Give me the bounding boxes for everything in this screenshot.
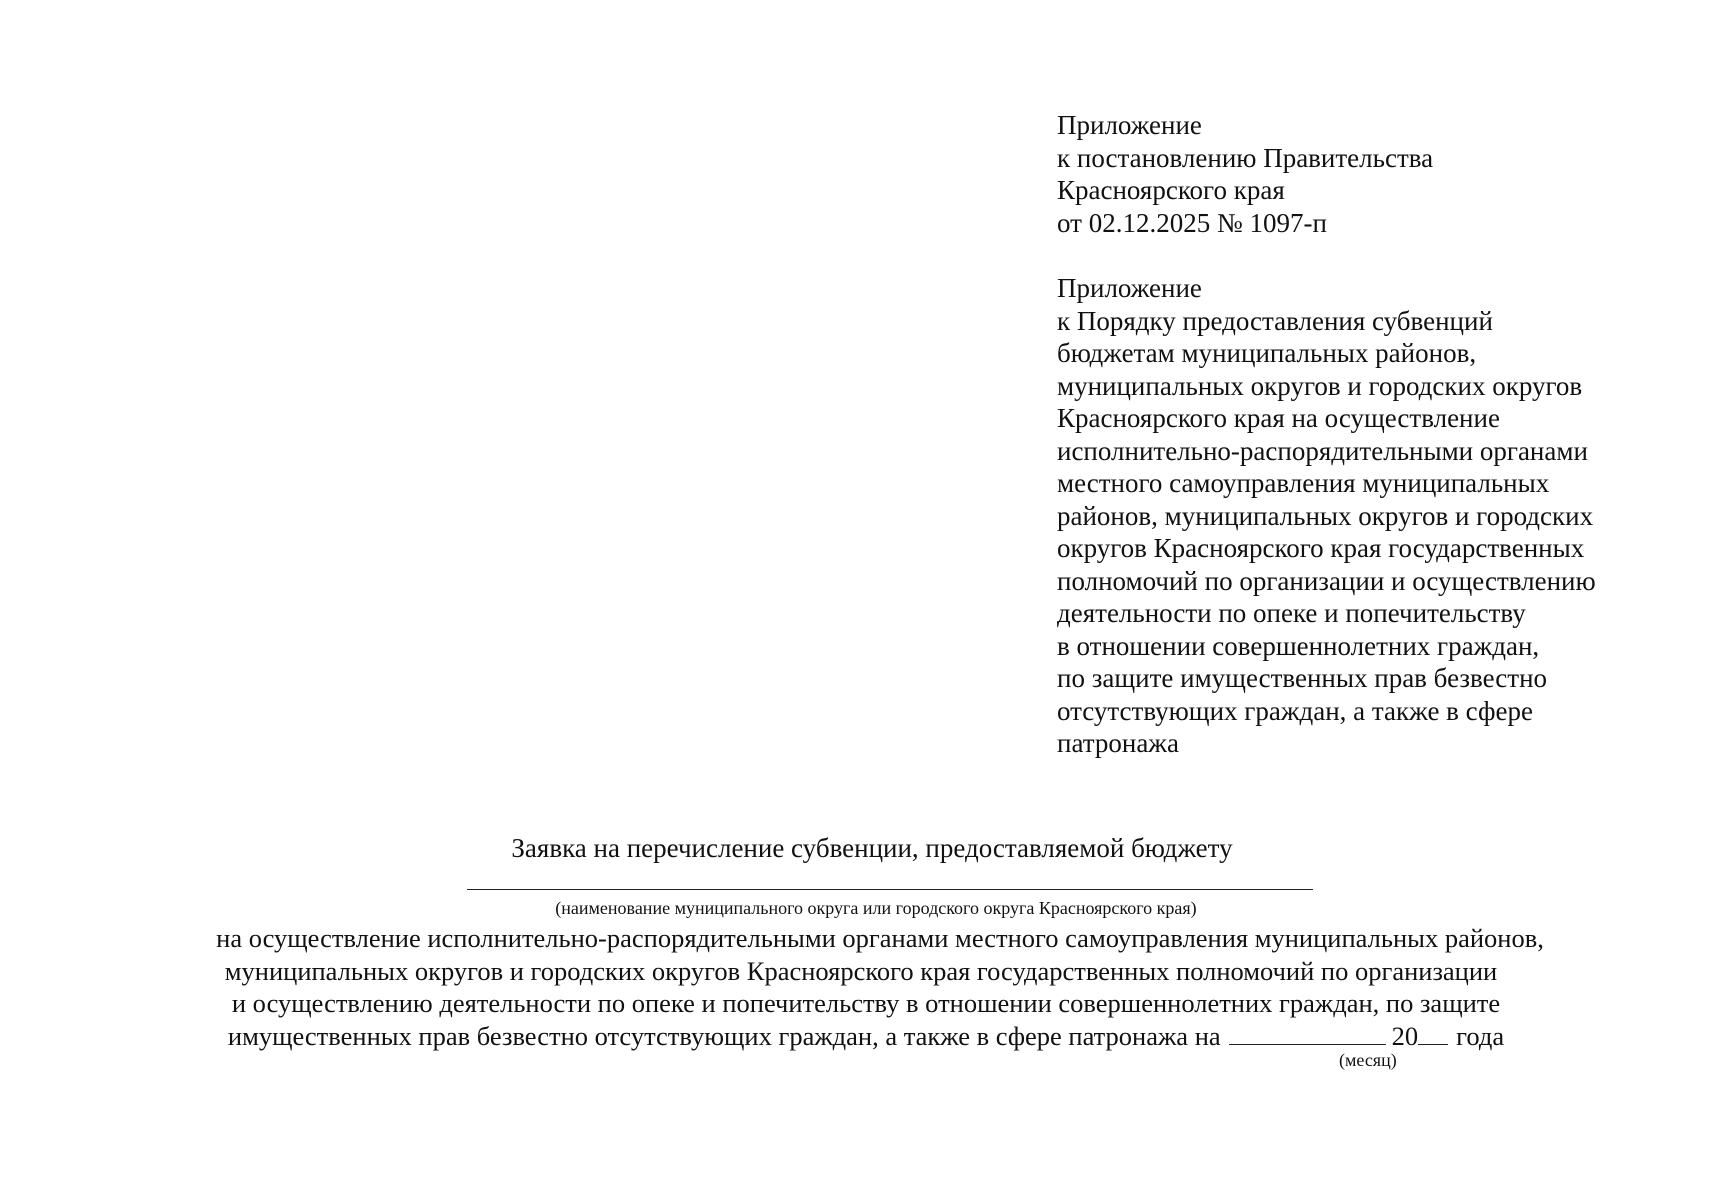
annex-order-line: районов, муниципальных округов и городских (1057, 500, 1594, 531)
annex-order-line: патронажа (1057, 728, 1179, 758)
request-body-line: на осуществление исполнительно-распорядительными органами местного самоуправления муниципальных районов, (216, 923, 1544, 953)
annex-order-line: в отношении совершеннолетних граждан, (1057, 630, 1540, 661)
year-suffix: года (1456, 1020, 1505, 1051)
annex-order-line: исполнительно-распорядительными органами (1057, 435, 1588, 466)
municipality-name-field[interactable] (467, 889, 1313, 890)
annex-resolution-header (1057, 109, 1697, 239)
request-body-line-last (0, 1020, 1714, 1053)
annex-order-line: полномочий по организации и осуществлению (1057, 565, 1596, 596)
request-body-line: муниципальных округов и городских округов Красноярского края государственных полномочий по организации (224, 955, 1498, 986)
municipality-name-caption: (наименование муниципального округа или городского округа Красноярского края) (555, 898, 1197, 918)
annex-order-line: округов Красноярского края государственных (1057, 533, 1585, 563)
annex-resolution-line: Красноярского края (1057, 175, 1285, 205)
year-prefix: 20 (1391, 1020, 1419, 1051)
annex-order-line: Красноярского края на осуществление (1057, 403, 1500, 433)
annex-resolution-line: от 02.12.2025 № 1097-п (1057, 207, 1327, 238)
request-body-line: и осуществлению деятельности по опеке и попечительству в отношении совершеннолетних граждан, по защите (231, 988, 1501, 1018)
annex-order-line: Приложение (1057, 273, 1202, 303)
annex-order-line: отсутствующих граждан, а также в сфере (1057, 695, 1533, 726)
year-field[interactable] (1418, 1022, 1448, 1045)
annex-order-line: бюджетам муниципальных районов, (1057, 338, 1477, 368)
annex-order-line: к Порядку предоставления субвенций (1057, 305, 1493, 336)
month-field[interactable] (1229, 1022, 1386, 1045)
request-body-line-text: имущественных прав безвестно отсутствующих граждан, а также в сфере патронажа на (227, 1020, 1221, 1051)
month-caption: (месяц) (1339, 1050, 1397, 1070)
annex-order-line: по защите имущественных прав безвестно (1057, 663, 1548, 693)
annex-order-header (1057, 272, 1697, 760)
annex-resolution-line: к постановлению Правительства (1057, 142, 1434, 173)
annex-order-line: муниципальных округов и городских округов (1057, 370, 1583, 401)
annex-order-line: местного самоуправления муниципальных (1057, 468, 1550, 498)
annex-order-line: деятельности по опеке и попечительству (1057, 598, 1526, 628)
request-body (0, 922, 1714, 1052)
request-title: Заявка на перечисление субвенции, предоставляемой бюджету (511, 833, 1233, 863)
annex-resolution-line: Приложение (1057, 110, 1202, 140)
